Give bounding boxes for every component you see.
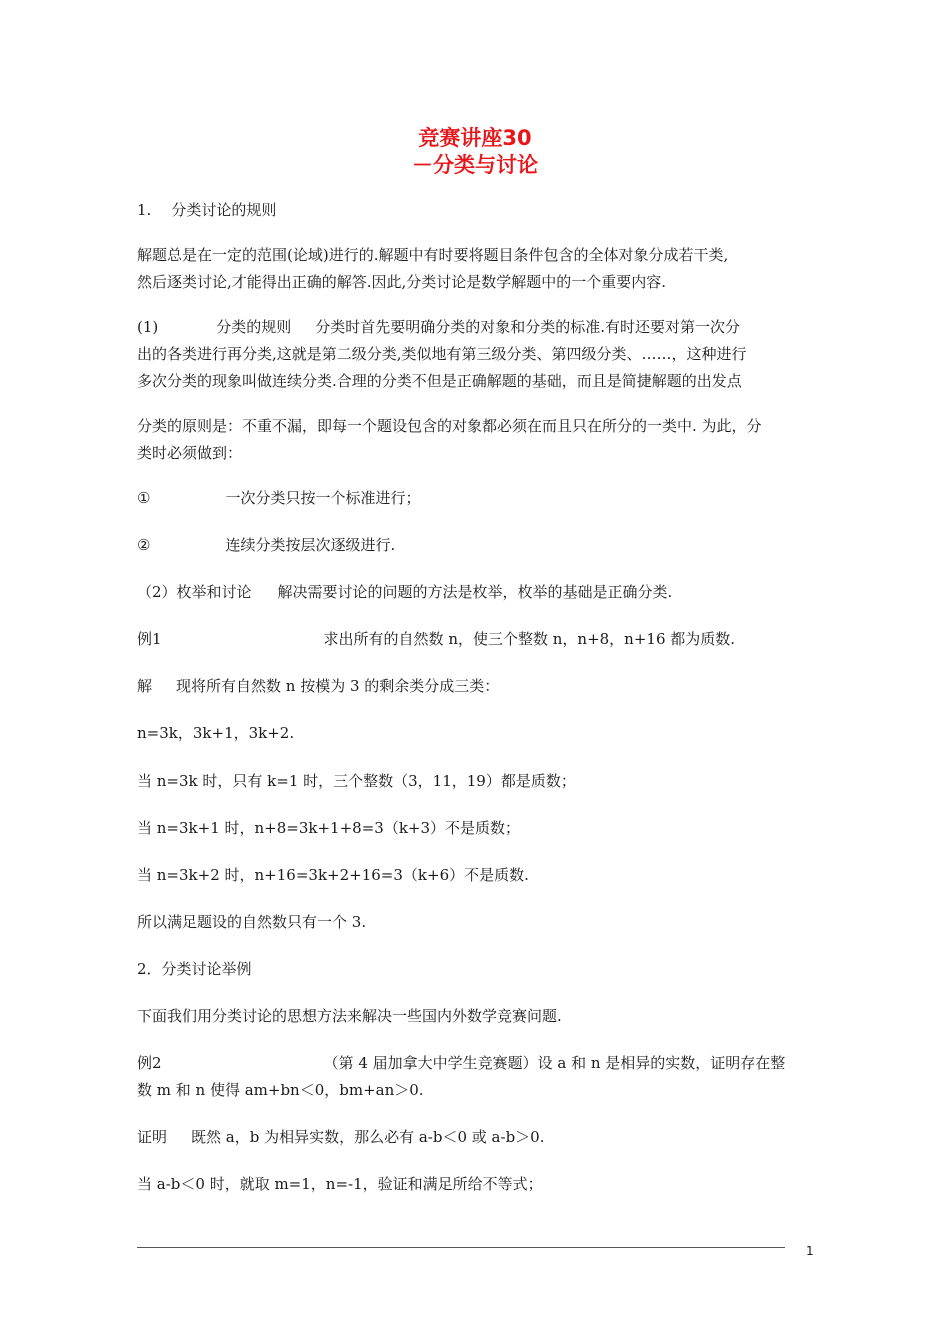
intro-line-1: 解题总是在一定的范围(论域)进行的.解题中有时要将题目条件包含的全体对象分成若干类, bbox=[137, 246, 729, 264]
page-number: 1 bbox=[806, 1244, 814, 1258]
example-1-label: 例1 bbox=[137, 630, 162, 648]
footer-divider bbox=[137, 1247, 785, 1248]
criterion-1-text: 一次分类只按一个标准进行； bbox=[225, 489, 421, 507]
example-1-text: 求出所有的自然数 n，使三个整数 n，n+8，n+16 都为质数. bbox=[323, 630, 736, 648]
section-1-heading bbox=[137, 197, 817, 224]
rule-1-line-1 bbox=[137, 314, 817, 341]
solution-text: 现将所有自然数 n 按模为 3 的剩余类分成三类： bbox=[176, 677, 500, 695]
criterion-1 bbox=[137, 485, 817, 512]
section-2-intro: 下面我们用分类讨论的思想方法来解决一些国内外数学竞赛问题. bbox=[137, 1007, 562, 1025]
criterion-2-text: 连续分类按层次逐级进行. bbox=[225, 536, 396, 554]
page-title: 竞赛讲座30 bbox=[418, 126, 532, 150]
cases-line: n=3k，3k+1，3k+2. bbox=[137, 724, 295, 742]
rule-2-label: （2）枚举和讨论 bbox=[137, 583, 252, 601]
conclusion-line: 所以满足题设的自然数只有一个 3. bbox=[137, 913, 367, 931]
section-1-number: 1. bbox=[137, 201, 152, 219]
intro-line-2: 然后逐类讨论,才能得出正确的解答.因此,分类讨论是数学解题中的一个重要内容. bbox=[137, 273, 667, 291]
rule-2-line bbox=[137, 579, 817, 606]
principle-line-2: 类时必须做到： bbox=[137, 444, 243, 462]
example-2-label: 例2 bbox=[137, 1054, 162, 1072]
example-1 bbox=[137, 626, 817, 653]
rule-2-text: 解决需要讨论的问题的方法是枚举，枚举的基础是正确分类. bbox=[277, 583, 673, 601]
case-1-line: 当 n=3k 时，只有 k=1 时，三个整数（3，11，19）都是质数； bbox=[137, 772, 576, 790]
page-subtitle: －分类与讨论 bbox=[412, 153, 538, 177]
example-2-text-1: （第 4 届加拿大中学生竞赛题）设 a 和 n 是相异的实数，证明存在整 bbox=[323, 1054, 786, 1072]
example-2-line-2: 数 m 和 n 使得 am+bn＜0，bm+an＞0. bbox=[137, 1081, 424, 1099]
rule-1-name: 分类的规则 bbox=[216, 318, 292, 336]
case-2-line: 当 n=3k+1 时，n+8=3k+1+8=3（k+3）不是质数； bbox=[137, 819, 521, 837]
proof-text: 既然 a，b 为相异实数，那么必有 a-b＜0 或 a-b＞0. bbox=[191, 1128, 545, 1146]
criterion-1-mark: ① bbox=[137, 489, 151, 507]
rule-1-line-2: 出的各类进行再分类,这就是第二级分类,类似地有第三级分类、第四级分类、……，这种进行 bbox=[137, 345, 747, 363]
proof-case-1-line: 当 a-b＜0 时，就取 m=1，n=-1，验证和满足所给不等式； bbox=[137, 1175, 543, 1193]
rule-1-label: (1) bbox=[137, 318, 159, 336]
rule-1-text-1: 分类时首先要明确分类的对象和分类的标准.有时还要对第一次分 bbox=[315, 318, 741, 336]
rule-1-line-3: 多次分类的现象叫做连续分类.合理的分类不但是正确解题的基础，而且是简捷解题的出发点 bbox=[137, 372, 742, 390]
section-1-title: 分类讨论的规则 bbox=[171, 201, 277, 219]
case-3-line: 当 n=3k+2 时，n+16=3k+2+16=3（k+6）不是质数. bbox=[137, 866, 529, 884]
solution-label: 解 bbox=[137, 677, 153, 695]
section-2-heading: 2．分类讨论举例 bbox=[137, 960, 252, 978]
proof-label: 证明 bbox=[137, 1128, 168, 1146]
solution-line bbox=[137, 673, 817, 700]
criterion-2-mark: ② bbox=[137, 536, 151, 554]
criterion-2 bbox=[137, 532, 817, 559]
example-2-line-1 bbox=[137, 1050, 817, 1077]
proof-line bbox=[137, 1124, 817, 1151]
principle-line-1: 分类的原则是：不重不漏，即每一个题设包含的对象都必须在而且只在所分的一类中. 为此，分 bbox=[137, 417, 762, 435]
